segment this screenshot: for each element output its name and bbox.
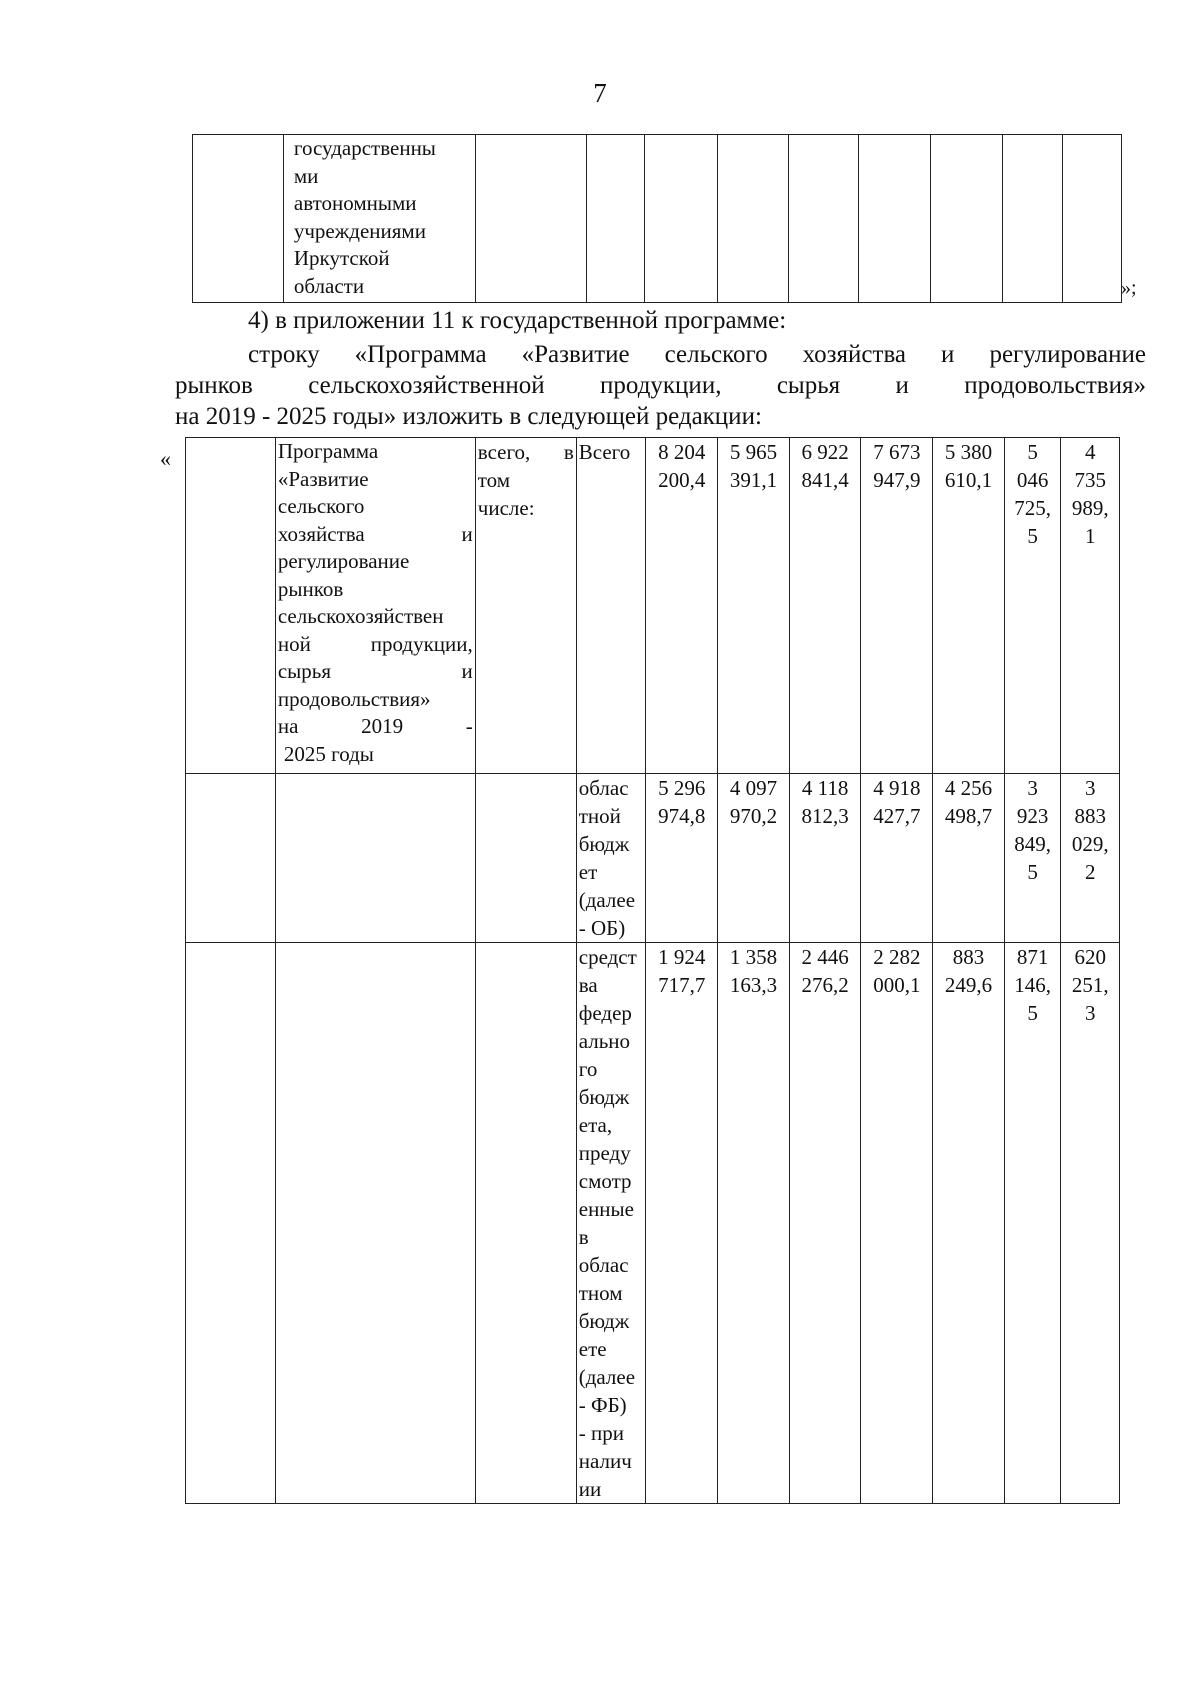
table-row bbox=[186, 438, 1120, 774]
amount-line: 4 918 bbox=[873, 776, 921, 800]
intro-word: и bbox=[895, 372, 909, 399]
amount-line: 735 bbox=[1074, 468, 1106, 492]
intro-word: на 2019 - 2025 годы» изложить в следующей редакции: bbox=[175, 403, 762, 430]
funding-source-line: бюдж bbox=[578, 1085, 630, 1109]
program-name-line: сырья и bbox=[277, 659, 473, 683]
cell-amount bbox=[789, 943, 861, 1504]
amount-line: 5 bbox=[1027, 440, 1038, 464]
table-row bbox=[186, 774, 1120, 943]
executor-line: том bbox=[477, 468, 511, 492]
cell-amount bbox=[1004, 943, 1061, 1504]
amount-line: 1 358 bbox=[729, 945, 778, 969]
cell-amount bbox=[1004, 774, 1061, 943]
row-name-cell bbox=[283, 135, 475, 303]
funding-source-line: ет bbox=[578, 860, 598, 884]
cell-amount bbox=[718, 774, 790, 943]
funding-source-line: (далее bbox=[578, 888, 636, 912]
cell-amount bbox=[933, 774, 1005, 943]
amount-line: 498,7 bbox=[944, 804, 993, 828]
amount-line: 947,9 bbox=[873, 468, 921, 492]
cell-executor bbox=[475, 943, 576, 1504]
cell-program-name bbox=[275, 943, 475, 1504]
cell-amount bbox=[1004, 438, 1061, 774]
cell-amount bbox=[789, 774, 861, 943]
cell-amount bbox=[1061, 943, 1120, 1504]
intro-word: сырья bbox=[776, 372, 841, 399]
amount-line: 8 204 bbox=[658, 440, 706, 464]
amount-line: 146, bbox=[1014, 973, 1051, 997]
executor-line: всего, в bbox=[477, 440, 574, 464]
funding-source-line: - ОБ) bbox=[578, 916, 626, 940]
amount-line: 610,1 bbox=[944, 468, 993, 492]
funding-source-line: преду bbox=[578, 1141, 631, 1165]
cell-funding-source bbox=[576, 943, 646, 1504]
funding-source-line: средст bbox=[578, 945, 637, 969]
page-number: 7 bbox=[593, 78, 607, 108]
amount-line: 4 bbox=[1084, 440, 1096, 464]
amount-line: 5 bbox=[1027, 860, 1038, 884]
program-name-line: на 2019 - bbox=[277, 714, 473, 738]
cell-amount bbox=[1061, 438, 1120, 774]
program-name-line: сельскохозяйствен bbox=[277, 604, 444, 628]
cell-funding-source bbox=[576, 774, 646, 943]
amount-line: 2 bbox=[1084, 860, 1096, 884]
cell-number bbox=[186, 774, 276, 943]
intro-word: продукции, bbox=[600, 372, 722, 399]
cell-number bbox=[186, 438, 276, 774]
opening-quote-mark: « bbox=[160, 446, 171, 471]
amount-line: 5 965 bbox=[729, 440, 778, 464]
amount-line: 4 097 bbox=[729, 776, 778, 800]
executor-line: числе: bbox=[477, 496, 535, 520]
intro-word: сельского bbox=[664, 341, 768, 368]
amount-line: 4 118 bbox=[801, 776, 849, 800]
amount-line: 970,2 bbox=[729, 804, 778, 828]
amount-line: 2 446 bbox=[801, 945, 849, 969]
amount-line: 3 bbox=[1084, 1001, 1096, 1025]
amount-line: 000,1 bbox=[873, 973, 921, 997]
intro-word: регулирование bbox=[989, 341, 1146, 368]
amount-line: 391,1 bbox=[729, 468, 778, 492]
intro-line-3 bbox=[175, 402, 762, 431]
intro-word: «Программа bbox=[354, 341, 487, 368]
cell-amount bbox=[646, 943, 718, 1504]
cell-amount bbox=[861, 943, 933, 1504]
program-name-line: рынков bbox=[277, 576, 344, 601]
cell-amount bbox=[646, 438, 718, 774]
amount-line: 883 bbox=[952, 945, 985, 969]
cell-funding-source bbox=[576, 438, 646, 774]
amount-line: 5 380 bbox=[944, 440, 993, 464]
funding-source-line: - ФБ) bbox=[578, 1393, 627, 1417]
amount-line: 725, bbox=[1014, 496, 1051, 520]
row-name-lines bbox=[294, 135, 473, 300]
cell-amount bbox=[718, 438, 790, 774]
funding-source-line: Всего bbox=[578, 440, 631, 464]
amount-line: 427,7 bbox=[873, 804, 921, 828]
amount-line: 6 922 bbox=[801, 440, 849, 464]
amount-line: 883 bbox=[1074, 804, 1106, 828]
program-name-line: регулирование bbox=[277, 549, 410, 573]
name-line: области bbox=[293, 273, 365, 298]
amount-line: 1 bbox=[1084, 524, 1096, 548]
cell-amount bbox=[861, 438, 933, 774]
amount-line: 249,6 bbox=[944, 973, 993, 997]
funding-source-line: бюдж bbox=[578, 832, 630, 856]
amount-line: 4 256 bbox=[944, 776, 993, 800]
cell-program-name bbox=[275, 438, 475, 774]
funding-source-line: бюдж bbox=[578, 1309, 630, 1333]
cell-executor bbox=[475, 774, 576, 943]
intro-word: строку bbox=[248, 341, 320, 368]
funding-source-line: (далее bbox=[578, 1365, 636, 1389]
funding-source-line: енные bbox=[578, 1197, 634, 1221]
program-name-line: Программа bbox=[277, 439, 379, 463]
funding-source-line: ии bbox=[578, 1477, 602, 1501]
amount-line: 1 924 bbox=[658, 945, 706, 969]
intro-line-2 bbox=[175, 371, 1146, 400]
name-line: учреждениями bbox=[293, 218, 426, 243]
intro-line-1 bbox=[248, 340, 1146, 369]
name-line: Иркутской bbox=[293, 246, 390, 270]
program-name-line: 2025 годы bbox=[283, 741, 374, 766]
table-row bbox=[186, 943, 1120, 1504]
cell-amount bbox=[861, 774, 933, 943]
funding-source-line: го bbox=[578, 1057, 598, 1081]
funding-source-line: облас bbox=[578, 1253, 629, 1277]
cell-number bbox=[186, 943, 276, 1504]
intro-word: продовольствия» bbox=[964, 372, 1146, 399]
amount-line: 200,4 bbox=[658, 468, 706, 492]
funding-source-line: облас bbox=[578, 776, 629, 800]
cell-amount bbox=[789, 438, 861, 774]
funding-source-line: тном bbox=[578, 1281, 623, 1305]
amount-line: 974,8 bbox=[658, 804, 706, 828]
program-name-line: сельского bbox=[277, 494, 365, 518]
amount-line: 717,7 bbox=[658, 973, 706, 997]
amount-line: 276,2 bbox=[801, 973, 849, 997]
funding-source-line: ета, bbox=[578, 1113, 613, 1137]
cell-amount bbox=[933, 438, 1005, 774]
funding-source-line: ете bbox=[578, 1337, 607, 1361]
cell-amount bbox=[933, 943, 1005, 1504]
amount-line: 3 bbox=[1084, 776, 1096, 800]
continued-table-fragment bbox=[192, 134, 1122, 303]
closing-quote-mark: »; bbox=[1121, 277, 1137, 299]
cell-amount bbox=[1061, 774, 1120, 943]
amount-line: 163,3 bbox=[729, 973, 778, 997]
funding-source-line: ально bbox=[578, 1029, 631, 1053]
intro-word: «Развитие bbox=[521, 341, 630, 368]
funding-source-line: федер bbox=[578, 1001, 632, 1025]
intro-word: сельскохозяйственной bbox=[308, 372, 545, 399]
amount-line: 2 282 bbox=[873, 945, 921, 969]
program-name-line: продовольствия» bbox=[277, 686, 431, 711]
name-line: ми bbox=[293, 163, 319, 188]
cell-executor bbox=[475, 438, 576, 774]
funding-source-line: тной bbox=[578, 804, 621, 828]
amount-line: 251, bbox=[1071, 973, 1109, 997]
amount-line: 029, bbox=[1071, 832, 1109, 856]
program-name-line: «Развитие bbox=[277, 466, 369, 491]
intro-word: и bbox=[941, 341, 955, 368]
amount-line: 5 bbox=[1027, 524, 1038, 548]
amount-line: 812,3 bbox=[801, 804, 849, 828]
amount-line: 923 bbox=[1016, 804, 1049, 828]
amount-line: 046 bbox=[1016, 468, 1049, 492]
program-name-line: ной продукции, bbox=[277, 631, 473, 656]
item-4-heading: 4) в приложении 11 к государственной программе: bbox=[248, 307, 787, 334]
funding-source-line: смотр bbox=[578, 1169, 632, 1193]
name-line: автономными bbox=[293, 191, 417, 215]
amount-line: 841,4 bbox=[801, 468, 849, 492]
program-funding-table bbox=[185, 437, 1120, 1504]
funding-source-line: - при bbox=[578, 1421, 624, 1445]
program-name-line: хозяйства и bbox=[277, 521, 473, 546]
amount-line: 5 296 bbox=[658, 776, 706, 800]
amount-line: 871 bbox=[1016, 945, 1049, 969]
cell-program-name bbox=[275, 774, 475, 943]
name-line: государственны bbox=[293, 136, 436, 160]
intro-word: хозяйства bbox=[802, 341, 907, 368]
amount-line: 7 673 bbox=[873, 440, 921, 464]
amount-line: 849, bbox=[1014, 832, 1051, 856]
funding-source-line: ва bbox=[578, 973, 598, 997]
amount-line: 620 bbox=[1074, 945, 1106, 969]
cell-amount bbox=[718, 943, 790, 1504]
intro-word: рынков bbox=[175, 372, 253, 399]
amount-line: 989, bbox=[1071, 496, 1109, 520]
amount-line: 5 bbox=[1027, 1001, 1038, 1025]
cell-empty bbox=[193, 135, 284, 303]
funding-source-line: налич bbox=[578, 1449, 632, 1473]
funding-source-line: в bbox=[578, 1225, 589, 1249]
cell-amount bbox=[646, 774, 718, 943]
amount-line: 3 bbox=[1027, 776, 1038, 800]
